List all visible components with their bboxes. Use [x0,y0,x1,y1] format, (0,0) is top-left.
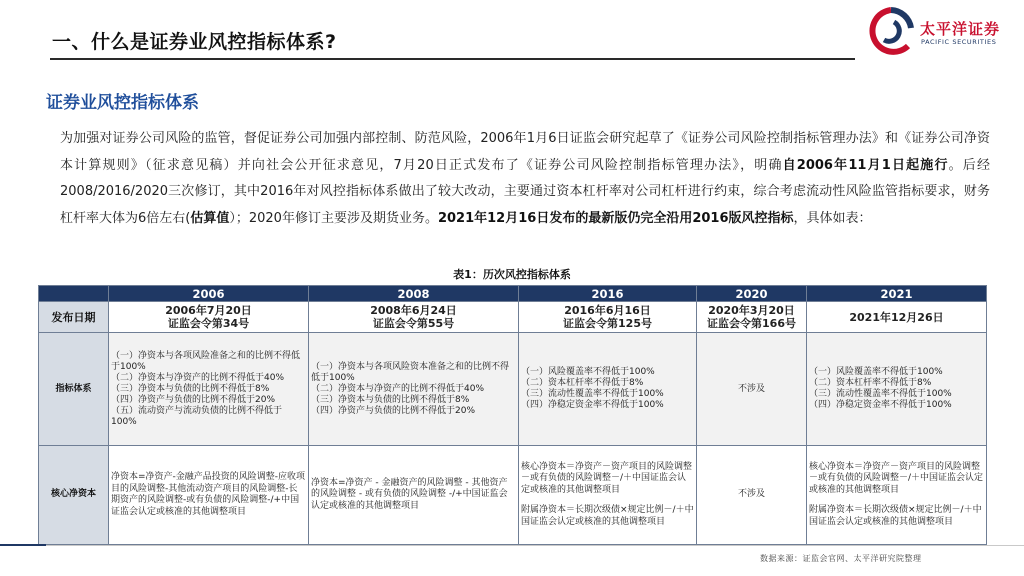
header-corner [39,286,109,302]
table-row-indicators [39,333,987,446]
indicator-cell-2021: （一）风险覆盖率不得低于100% （二）资本杠杆率不得低于8% （三）流动性覆盖率不得低于100% （四）净稳定资金率不得低于100% [807,333,987,446]
section-title: 证券业风控指标体系 [46,93,199,113]
year-header: 2006 [109,286,309,302]
logo-name-cn: 太平洋证券 [920,20,1001,38]
date-cell: 2020年3月20日 证监会令第166号 [697,302,807,333]
paragraph-text-3: ）；2020年修订主要涉及期货业务。 [229,210,438,226]
row-label: 核心净资本 [39,446,109,545]
paragraph-bold-2: 估算值 [190,210,230,226]
logo-name-en: PACIFIC SECURITIES [921,38,997,46]
date-cell: 2008年6月24日 证监会令第55号 [309,302,519,333]
header [0,0,1024,72]
row-label: 指标体系 [39,333,109,446]
indicator-cell-2006: （一）净资本与各项风险准备之和的比例不得低于100% （二）净资本与净资产的比例不得低于40% （三）净资本与负债的比例不得低于8% （四）净资产与负债的比例不得低于20% （五）流动资产与流动负债的比例不得低于100% [109,333,309,446]
indicator-cell-2008: （一）净资本与各项风险资本准备之和的比例不得低于100% （二）净资本与净资产的比例不得低于40% （三）净资本与负债的比例不得低于8% （四）净资产与负债的比例不得低于20% [309,333,519,446]
year-header: 2021 [807,286,987,302]
paragraph-text-2: 。后经2008/2016/2020三次修订，其中2016年对风控指标体系做出了较大改动，主要通过资本杠杆率对公司杠杆进行约束，综合考虑流动性风险监管指标要求，财务杠杆率大体为6倍左右( [60,157,990,226]
date-cell: 2006年7月20日 证监会令第34号 [109,302,309,333]
net-capital-cell-2006: 净资本=净资产-金融产品投资的风险调整-应收项目的风险调整-其他流动资产项目的风险调整-长期资产的风险调整-或有负债的风险调整-/+中国证监会认定或核准的其他调整项目 [109,446,309,545]
title-underline [50,58,855,60]
company-logo [866,6,1006,62]
net-capital-cell-2021: 核心净资本＝净资产－资产项目的风险调整－或有负债的风险调整－/＋中国证监会认定或核准的其他调整项目 附属净资本＝长期次级债×规定比例－/＋中国证监会认定或核准的其他调整项目 [807,446,987,545]
date-cell: 2016年6月16日 证监会令第125号 [519,302,697,333]
year-header: 2020 [697,286,807,302]
paragraph-bold-3: 2021年12月16日发布的最新版仍完全沿用2016版风控指标 [437,210,794,226]
table-header-row [39,286,987,302]
intro-paragraph [60,126,990,232]
data-source: 数据来源：证监会官网、太平洋研究院整理 [760,554,922,563]
footer-accent-line [0,544,46,546]
net-capital-cell-2020: 不涉及 [697,446,807,545]
paragraph-bold-1: 自2006年11月1日起施行 [782,157,949,173]
net-capital-cell-2008: 净资本=净资产 - 金融资产的风险调整 - 其他资产的风险调整 - 或有负债的风险调整 -/+中国证监会认定或核准的其他调整项目 [309,446,519,545]
date-cell: 2021年12月26日 [807,302,987,333]
year-header: 2016 [519,286,697,302]
indicator-cell-2016: （一）风险覆盖率不得低于100% （二）资本杠杆率不得低于8% （三）流动性覆盖率不得低于100% （四）净稳定资金率不得低于100% [519,333,697,446]
table-caption: 表1：历次风控指标体系 [453,268,571,281]
year-header: 2008 [309,286,519,302]
risk-indicator-table [38,285,987,545]
net-capital-cell-2016: 核心净资本＝净资产－资产项目的风险调整－或有负债的风险调整－/＋中国证监会认定或核准的其他调整项目 附属净资本＝长期次级债×规定比例－/＋中国证监会认定或核准的其他调整项目 [519,446,697,545]
table-row-date [39,302,987,333]
paragraph-text-4: ，具体如表： [793,210,872,226]
table-row-net-capital [39,446,987,545]
logo-emblem-icon [866,6,916,60]
footer-divider [46,545,1024,546]
row-label: 发布日期 [39,302,109,333]
indicator-cell-2020: 不涉及 [697,333,807,446]
paragraph-text-1: 为加强对证券公司风险的监管，督促证券公司加强内部控制、防范风险，2006年1月6日证监会研究起草了《证券公司风险控制指标管理办法》和《证券公司净资本计算规则》（征求意见稿）并向社会公开征求意见，7月20日正式发布了《证券公司风险控制指标管理办法》，明确 [60,131,990,173]
page-title: 一、什么是证券业风控指标体系? [52,31,337,53]
